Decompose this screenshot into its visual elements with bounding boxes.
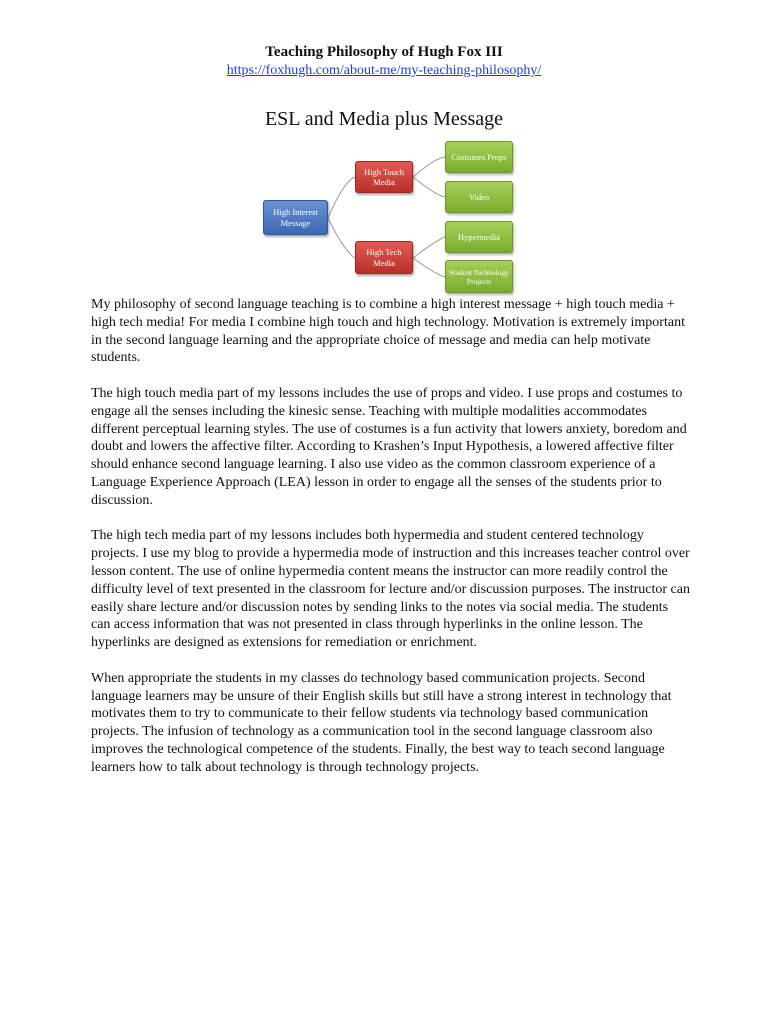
node-high-interest-message: High Interest Message: [263, 200, 328, 235]
diagram-title: ESL and Media plus Message: [264, 108, 504, 130]
connector-root-to-tech: [328, 218, 355, 258]
connector-touch-to-costumes: [413, 157, 445, 177]
body-text: [91, 296, 691, 794]
document-title: Teaching Philosophy of Hugh Fox III: [265, 44, 503, 60]
connector-touch-to-video: [413, 177, 445, 197]
paragraph-high-tech: The high tech media part of my lessons includes both hypermedia and student centered technology projects. I use my blog to provide a hypermedia mode of instruction and this increases teacher control over lesson content. The use of online hypermedia content means the instructor can more readily control the difficulty level of text presented in the classroom for lecture and/or discussion purposes. The instructor can easily share lecture and/or discussion notes by sending links to the notes via social media. The students can access information that was not presented in class through hyperlinks in the online lesson. The hyperlinks are designed as extensions for remediation or enrichment.: [91, 528, 690, 651]
node-hypermedia: Hypermedia: [445, 221, 513, 253]
mind-map-diagram: [240, 136, 540, 296]
node-costumes-props: Costumes Props: [445, 141, 513, 173]
node-student-technology-projects: Student Technology Projects: [445, 260, 513, 293]
connector-root-to-touch: [328, 177, 355, 218]
node-video: Video: [445, 181, 513, 213]
connector-tech-to-hypermedia: [413, 237, 445, 258]
node-high-tech-media: High Tech Media: [355, 241, 413, 274]
source-link[interactable]: https://foxhugh.com/about-me/my-teaching-philosophy/: [226, 63, 542, 78]
node-high-touch-media: High Touch Media: [355, 161, 413, 193]
paragraph-projects: When appropriate the students in my classes do technology based communication projects. Second language learners may be unsure of their English skills but still have a strong interest in technology that motivates them to try to communicate to their fellow students via technology based communication projects. The infusion of technology as a communication tool in the second language classroom also improves the technological competence of the students. Finally, the best way to teach second language learners how to talk about technology is through technology projects.: [91, 670, 672, 775]
connector-tech-to-projects: [413, 258, 445, 277]
paragraph-high-touch: The high touch media part of my lessons includes the use of props and video. I use props and costumes to engage all the senses including the kinesic sense. Teaching with multiple modalities accommodates different perceptual learning styles. The use of costumes is a fun activity that lowers anxiety, boredom and doubt and lowers the affective filter. According to Krashen’s Input Hypothesis, a lowered affective filter should enhance second language learning. I also use video as the common classroom experience of a Language Experience Approach (LEA) lesson in order to engage all the senses of the students prior to discussion.: [91, 385, 687, 508]
paragraph-philosophy: My philosophy of second language teaching is to combine a high interest message + high touch media + high tech media! For media I combine high touch and high technology. Motivation is extremely important in the second language learning and the appropriate choice of message and media can help motivate students.: [91, 297, 685, 366]
